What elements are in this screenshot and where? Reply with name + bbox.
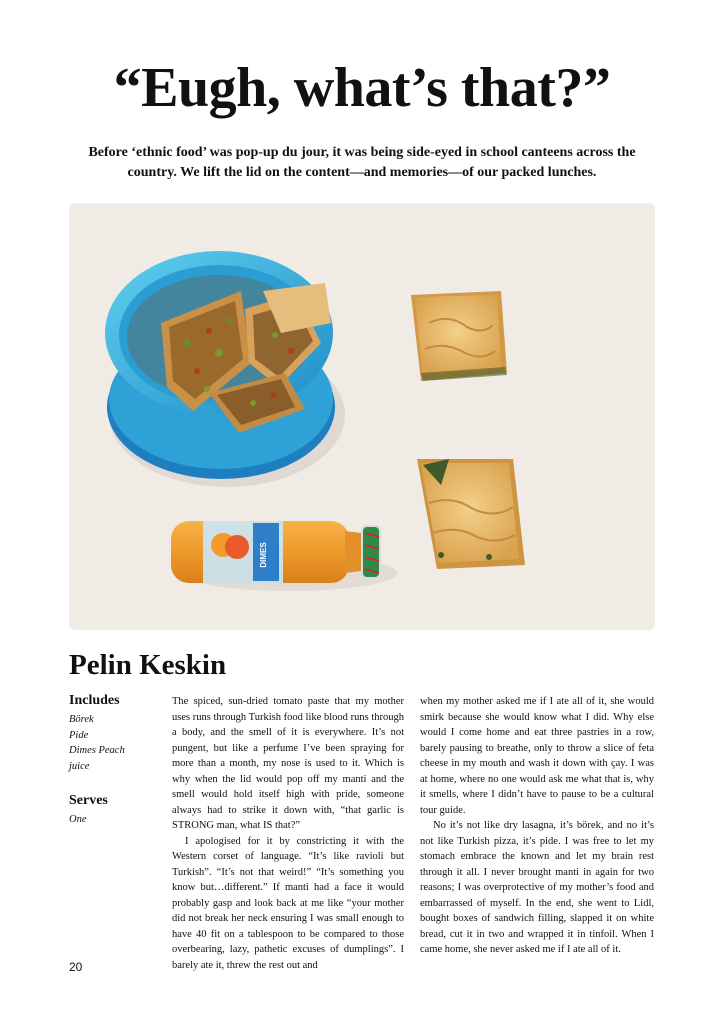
article-paragraph: when my mother asked me if I ate all of it, she would smirk because she would know what I did. Why else would I come home and eat three pastries in a row, barely pausing to breathe, only to throw a slice of feta cheese in my mouth and wash it down with çay. I was at home, where no one would ask me what that is, why it smells, where I didn’t have to pause to be a cultural tour guide.	[420, 696, 654, 816]
serves-value: One	[69, 814, 87, 825]
article-paragraph: The spiced, sun-dried tomato paste that my mother uses runs through Turkish food like blood runs through a body, and the smell of it is everywhere. It’s not pungent, but like a perfume I’ve been spraying for more than a month, my nose is used to it. Which is why when the lid would pop off my manti and the smell would hold itself high with pride, someone always had to strike it down with, “that garlic is STRONG man, what IS that?”	[172, 696, 404, 831]
recipe-sidebar	[69, 692, 159, 828]
includes-item: Pide	[69, 729, 89, 741]
serves-heading: Serves	[69, 793, 108, 808]
article-paragraph: No it’s not like dry lasagna, it’s börek, and no it’s not like Turkish pizza, it’s pide. I was free to let my stomach embrace the known and let my brain rest through it all. I never brought manti in again for two reasons; I was overprotective of my mother’s food and embarrassed of myself. In the end, she went to Lidl, bought boxes of sandwich filling, slapped it on white bread, cut it in two and wrapped it in tinfoil. When I came home, she never asked me if I ate all of it.	[420, 820, 654, 955]
headline: “Eugh, what’s that?”	[113, 57, 611, 119]
bottle-brand-label: DIMES	[259, 542, 268, 568]
article-column-2	[420, 694, 654, 958]
lunch-illustration	[69, 203, 655, 630]
author-name: Pelin Keskin	[69, 649, 227, 681]
borek-piece-top	[411, 291, 507, 381]
borek-piece-bottom	[417, 459, 525, 569]
includes-item: Börek	[69, 714, 94, 725]
article-paragraph: I apologised for it by constricting it with the Western corset of language. “It’s like ravioli but Turkish”. “It’s not that weird!” “It’s something you know but…different.” If manti had a face it would probably gasp and look back at me like “your mother did not break her neck ensuring I was small enough to have 40 fit on a tablespoon to be compared to those overbearing, lazy, pathetic excuses of dumplings”. I barely ate it, threw the rest out and	[172, 835, 404, 971]
page-number: 20	[69, 960, 83, 974]
includes-item: juice	[69, 760, 90, 772]
lunch-photo	[69, 203, 655, 630]
article-column-1	[172, 694, 404, 973]
standfirst: Before ‘ethnic food’ was pop-up du jour, it was being side-eyed in school canteens across the country. We lift the lid on the content—and memories—of our packed lunches.	[88, 145, 636, 180]
includes-heading: Includes	[69, 693, 120, 708]
includes-item: Dimes Peach	[69, 745, 125, 756]
